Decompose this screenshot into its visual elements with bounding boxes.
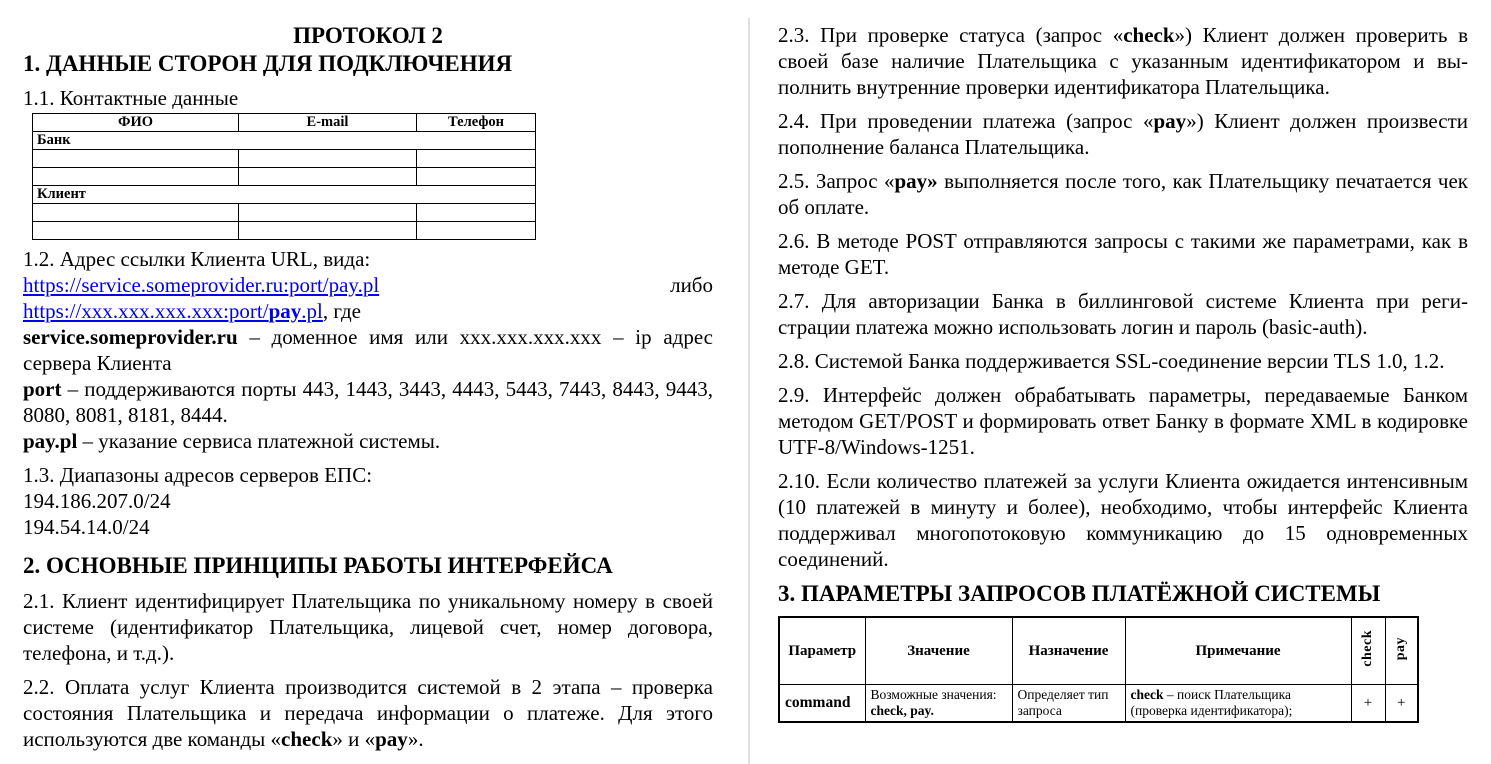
text-run: pay (375, 727, 408, 751)
section-2-heading: 2. ОСНОВНЫЕ ПРИНЦИПЫ РАБОТЫ ИНТЕРФЕЙСА (23, 553, 613, 578)
params-col-purpose: Назначение (1012, 617, 1125, 685)
doc-title: ПРОТОКОЛ 2 (293, 23, 443, 48)
p-1-2-link-line (23, 272, 713, 298)
rotated-pay-label: pay (1393, 636, 1409, 661)
p-1-3-label: 1.3. Диапазоны адресов серверов ЕПС: (23, 463, 373, 487)
text-run: port (23, 377, 62, 401)
params-row-command (779, 685, 1418, 723)
paragraph-2-5 (778, 168, 1468, 220)
hyperlink[interactable]: .pl (301, 299, 323, 323)
p-1-2-def-port (23, 376, 713, 428)
hyperlink[interactable]: https://xxx.xxx.xxx.xxx:port/ (23, 299, 269, 323)
p-1-2-libo-text: либо (670, 273, 713, 297)
paragraph-2-7: 2.7. Для авторизации Банка в биллинговой системе Клиента при регистрации платежа можно использовать логин и пароль (basic-auth). (778, 289, 1468, 339)
right-column (778, 22, 1468, 723)
contacts-empty-row (33, 150, 536, 168)
text-run: service.someprovider.ru (23, 325, 238, 349)
paragraph-2-9: 2.9. Интерфейс должен обрабатывать параметры, передаваемые Банком методом GET/POST и формировать ответ Банку в формате XML в кодировке UTF-8/Windows-1251. (778, 383, 1468, 459)
params-col-pay (1385, 617, 1418, 685)
contacts-table (32, 113, 536, 240)
contacts-empty-row (33, 204, 536, 222)
contacts-empty-cell (239, 168, 417, 186)
text-run: check (1130, 687, 1164, 702)
text-run: – доменное имя или xxx.xxx.xxx.xxx – ip адрес сервера Клиента (23, 325, 713, 375)
contacts-col-phone: Телефон (417, 114, 536, 132)
paragraph-2-4 (778, 108, 1468, 160)
contacts-empty-cell (33, 204, 239, 222)
params-table (778, 616, 1419, 723)
section-3-heading: 3. ПАРАМЕТРЫ ЗАПРОСОВ ПЛАТЁЖНОЙ СИСТЕМЫ (778, 581, 1381, 606)
contacts-group-client-label: Клиент (33, 186, 536, 204)
text-run: Возможные значения: (870, 687, 997, 702)
contacts-group-bank-row (33, 132, 536, 150)
text-run: ») Клиент должен проверить в своей базе наличие Плательщика с указанным идентификатором и выполнить внутренние проверки идентификатора Плательщика. (778, 23, 1468, 99)
params-cell-note (1125, 685, 1351, 723)
text-run: – поддерживаются порты 443, 1443, 3443, 4443, 5443, 7443, 8443, 9443, 8080, 8081, 8181, 8444. (23, 377, 713, 427)
section-1-1-label: 1.1. Контактные данные (23, 86, 239, 110)
contacts-empty-row (33, 222, 536, 240)
params-col-parameter: Параметр (779, 617, 865, 685)
p-1-2-intro: 1.2. Адрес ссылки Клиента URL, вида: (23, 247, 371, 271)
text-run: 2.2. Оплата услуг Клиента производится системой в 2 этапа – проверка состояния Плательщика и передача информации о платеже. Для этого используются две команды « (23, 675, 713, 751)
text-run: pay» (894, 169, 938, 193)
paragraph-2-6: 2.6. В методе POST отправляются запросы с такими же параметрами, как в методе GET. (778, 229, 1468, 279)
paragraph-2-10: 2.10. Если количество платежей за услуги Клиента ожидается интенсивным (10 платежей в минуту и более), необходимо, чтобы интерфейс Клиента поддерживал многопотоковую коммуникацию до 15 одновременных соединений. (778, 469, 1468, 571)
params-col-value: Значение (865, 617, 1012, 685)
contacts-empty-row (33, 168, 536, 186)
contacts-col-fio: ФИО (33, 114, 239, 132)
text-run: ». (407, 727, 424, 751)
params-col-check (1351, 617, 1385, 685)
rotated-check-label: check (1360, 630, 1375, 667)
text-run: pay.pl (23, 429, 78, 453)
text-run: – указание сервиса платежной системы. (77, 429, 441, 453)
params-cell-check-flag: + (1351, 685, 1385, 723)
text-run: , где (322, 299, 361, 323)
text-run: – поиск Плательщика (проверка идентификатора); (1130, 687, 1293, 718)
paragraph-2-2 (23, 674, 713, 752)
contacts-empty-cell (239, 222, 417, 240)
contacts-empty-cell (239, 204, 417, 222)
params-cell-value (865, 685, 1012, 723)
text-run: pay (1153, 109, 1187, 133)
column-divider (748, 18, 750, 764)
paragraph-2-3 (778, 22, 1468, 100)
p-1-2-def-domain (23, 324, 713, 376)
contacts-empty-cell (33, 168, 239, 186)
contacts-empty-cell (33, 222, 239, 240)
params-cell-purpose: Определяет тип запроса (1012, 685, 1125, 723)
contacts-empty-cell (33, 150, 239, 168)
section-1-heading: 1. ДАННЫЕ СТОРОН ДЛЯ ПОДКЛЮЧЕНИЯ (23, 51, 513, 76)
text-run: ») Клиент должен произвести пополнение баланса Плательщика. (778, 109, 1468, 159)
text-run: check (281, 727, 333, 751)
left-column (23, 22, 713, 760)
params-cell-parameter: command (779, 685, 865, 723)
hyperlink[interactable]: pay (268, 299, 302, 323)
contacts-col-email: E-mail (239, 114, 417, 132)
text-run: check (1123, 23, 1175, 47)
contacts-empty-cell (417, 222, 536, 240)
params-header-row (779, 617, 1418, 685)
text-run: выполняется после того, как Плательщику печатается чек об оплате. (778, 169, 1468, 219)
contacts-group-client-row (33, 186, 536, 204)
contacts-empty-cell (417, 204, 536, 222)
params-cell-pay-flag: + (1385, 685, 1418, 723)
params-col-note: Примечание (1125, 617, 1351, 685)
p-1-3-ip-range-1: 194.186.207.0/24 (23, 489, 171, 513)
contacts-group-bank-label: Банк (33, 132, 536, 150)
text-run: » и « (332, 727, 376, 751)
paragraph-1-2 (23, 246, 713, 454)
text-run: 2.3. При проверке статуса (запрос « (778, 23, 1124, 47)
paragraph-2-8: 2.8. Системой Банка поддерживается SSL-соединение версии TLS 1.0, 1.2. (778, 349, 1445, 373)
client-url-domain-link[interactable]: https://service.someprovider.ru:port/pay.pl (23, 273, 380, 297)
contacts-header-row (33, 114, 536, 132)
p-1-3-ip-range-2: 194.54.14.0/24 (23, 515, 150, 539)
paragraph-1-3 (23, 462, 713, 540)
contacts-empty-cell (417, 150, 536, 168)
text-run: check, pay. (870, 703, 934, 718)
text-run: 2.4. При проведении платежа (запрос « (778, 109, 1154, 133)
text-run: 2.5. Запрос « (778, 169, 895, 193)
contacts-empty-cell (239, 150, 417, 168)
paragraph-2-1: 2.1. Клиент идентифицирует Плательщика по уникальному номеру в своей системе (идентификатор Плательщика, лицевой счет, номер договора, телефона, и т.д.). (23, 589, 713, 665)
p-1-2-link-ip-line (23, 298, 713, 324)
contacts-empty-cell (417, 168, 536, 186)
p-1-2-def-paypl (23, 428, 713, 454)
